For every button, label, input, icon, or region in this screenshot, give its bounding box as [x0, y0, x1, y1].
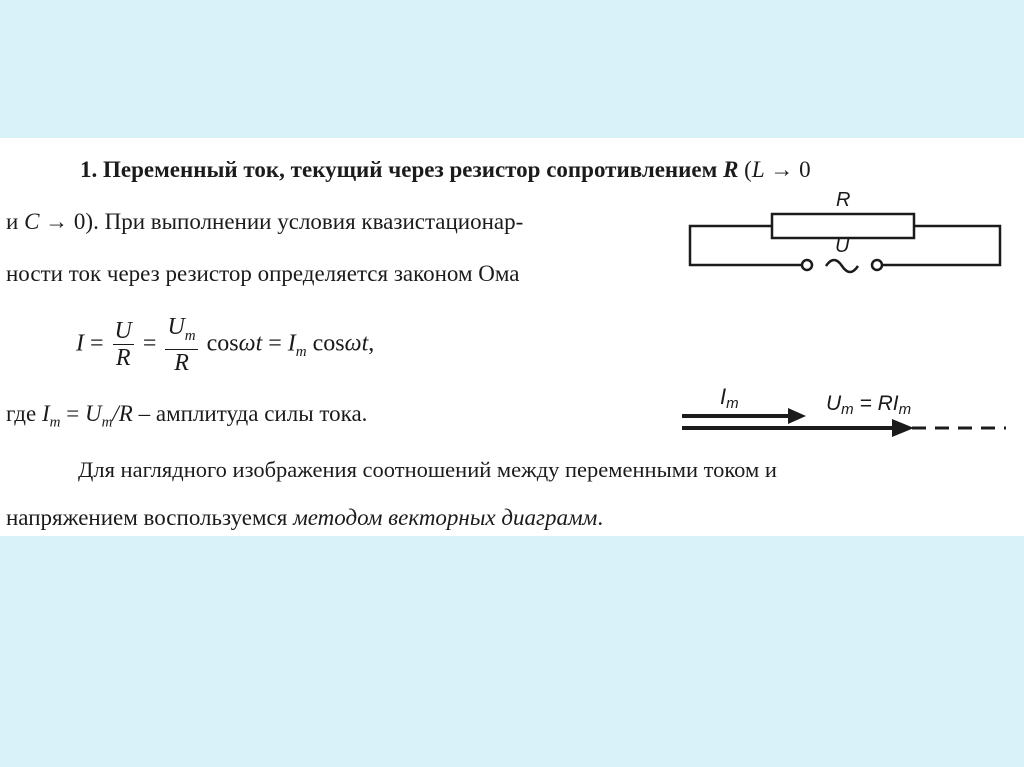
- paren-close: ).: [85, 209, 99, 234]
- formula-im: I: [287, 330, 296, 357]
- symbol-l: L: [751, 157, 765, 182]
- paragraph-suffix: .: [597, 505, 604, 530]
- formula-cos-1: cos: [206, 330, 239, 357]
- current-symbol: I: [720, 384, 727, 409]
- resistor-label: R: [836, 189, 851, 211]
- current-vector-label: [720, 384, 739, 412]
- fraction-u-over-r: [113, 318, 134, 371]
- resistor-circuit-diagram: [678, 180, 1008, 300]
- vector-diagram: [676, 374, 1016, 444]
- and-word: и: [6, 209, 19, 234]
- voltage-vector-label: [826, 392, 911, 418]
- paragraph-prefix: напряжением воспользуемся: [6, 505, 294, 530]
- where-word: где: [6, 401, 37, 426]
- symbol-r: R: [723, 157, 739, 182]
- arrow-zero-1: → 0: [764, 157, 811, 182]
- voltage-arrowhead-icon: [892, 419, 914, 437]
- textbook-page: [0, 138, 1024, 536]
- fraction-num-um: [165, 314, 197, 350]
- slide-background-bottom: [0, 536, 1024, 767]
- source-label: U: [835, 235, 850, 257]
- amp-im-sub: m: [49, 414, 61, 431]
- um-sub: m: [184, 327, 196, 344]
- formula-i: I: [76, 330, 84, 357]
- formula-eq-1: =: [90, 330, 104, 357]
- formula-eq-2: =: [142, 330, 157, 357]
- formula-cos-2: cos: [312, 330, 345, 357]
- slide-background-top: [0, 0, 1024, 138]
- current-arrowhead-icon: [788, 408, 806, 424]
- vector-diagram-method: методом векторных диаграмм: [293, 505, 598, 530]
- formula-omega-t-1: ωt: [238, 330, 263, 357]
- arrow-zero-2: → 0: [39, 209, 86, 234]
- symbol-c: C: [24, 209, 40, 234]
- amplitude-line: [6, 400, 367, 437]
- current-sub: m: [726, 395, 739, 412]
- amp-slash-r: /R: [112, 401, 133, 426]
- fraction-num-u: U: [114, 318, 132, 345]
- voltage-eq: = RI: [853, 392, 899, 415]
- quasistationary-text: При выполнении условия квазистационар-: [104, 209, 524, 234]
- paren-open: (: [744, 157, 752, 182]
- paragraph-line-2: [6, 504, 603, 532]
- ohm-law-formula: [76, 314, 374, 376]
- ohm-law-text: ности ток через резистор определяется законом Ома: [6, 261, 520, 286]
- formula-eq-3: =: [268, 330, 282, 357]
- section-number: 1.: [80, 157, 98, 182]
- formula-comma: ,: [368, 330, 375, 357]
- heading-line-3: [6, 260, 520, 288]
- terminal-left: [802, 260, 812, 270]
- fraction-um-over-r: [165, 314, 197, 376]
- ac-source-icon: [826, 260, 858, 272]
- paragraph-line-1: Для наглядного изображения соотношений между переменными током и: [78, 457, 777, 482]
- formula-im-sub: m: [295, 344, 307, 361]
- voltage-symbol: U: [826, 392, 842, 415]
- amp-im: I: [41, 401, 50, 426]
- amp-eq: =: [66, 401, 80, 426]
- fraction-den-r: R: [115, 345, 131, 372]
- um-symbol: U: [167, 314, 185, 340]
- amp-text: – амплитуда силы тока.: [138, 401, 368, 426]
- fraction-den-r-2: R: [174, 349, 189, 376]
- section-heading: Переменный ток, текущий через резистор сопротивлением: [103, 157, 718, 182]
- voltage-sub-2: m: [898, 401, 912, 418]
- terminal-right: [872, 260, 882, 270]
- amp-um: U: [84, 401, 102, 426]
- amp-um-sub: m: [101, 414, 113, 431]
- heading-line-2: [6, 208, 523, 236]
- formula-omega-t-2: ωt: [344, 330, 369, 357]
- voltage-sub: m: [841, 401, 854, 418]
